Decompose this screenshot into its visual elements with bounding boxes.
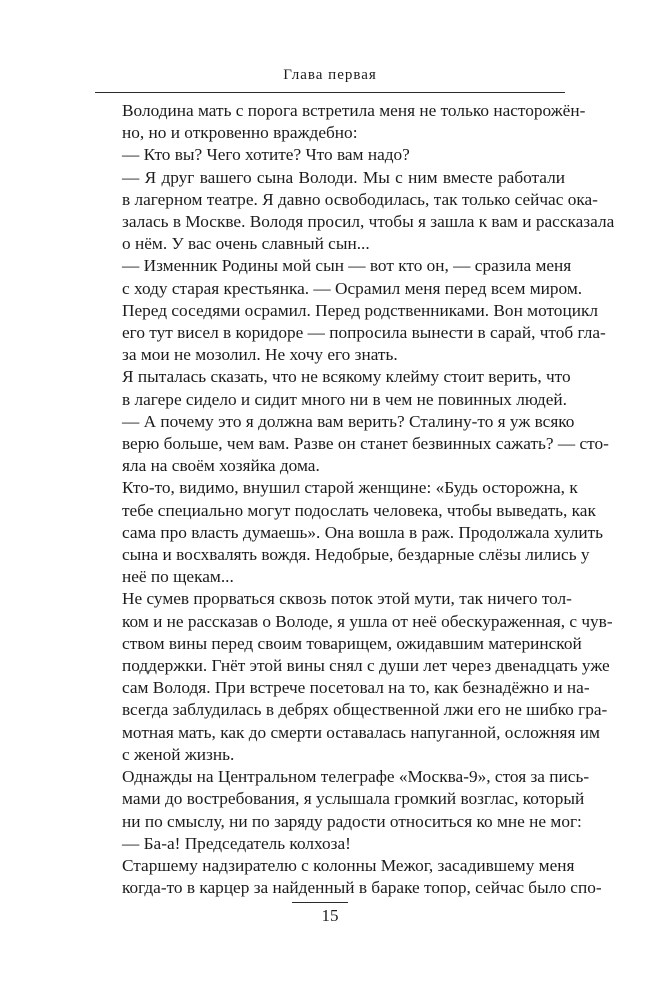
text-line: Старшему надзирателю с колонны Межог, засадившему меня: [122, 855, 575, 875]
text-line: — А почему это я должна вам верить? Сталину-то я уж всяко: [122, 411, 575, 431]
text-line: — Изменник Родины мой сын — вот кто он, — сразила меня: [122, 256, 572, 276]
text-line: неё по щекам...: [122, 567, 234, 587]
text-line: — Ба-а! Председатель колхоза!: [122, 833, 351, 853]
text-line: верю больше, чем вам. Разве он станет безвинных сажать? — сто-: [122, 434, 609, 454]
text-line: Кто-то, видимо, внушил старой женщине: «Будь осторожна, к: [122, 478, 578, 498]
paragraph: [95, 144, 565, 166]
paragraph: [95, 477, 604, 588]
text-line: сам Володя. При встрече посетовал на то, как безнадёжно и на-: [122, 678, 590, 698]
text-line: о нём. У вас очень славный сын...: [122, 234, 370, 254]
text-line: яла на своём хозяйка дома.: [122, 456, 320, 476]
footer-divider: [292, 902, 348, 903]
text-line: сына и восхвалять вождя. Недобрые, бездарные слёзы лились у: [122, 545, 590, 565]
paragraph: [95, 411, 609, 478]
text-line: в лагерном театре. Я давно освободилась, так только сейчас ока-: [122, 189, 598, 209]
text-line: за мои не мозолил. Не хочу его знать.: [122, 345, 398, 365]
body-text: [95, 100, 615, 899]
text-line: ни по смыслу, ни по заряду радости относиться ко мне не мог:: [122, 811, 582, 831]
paragraph: [95, 855, 602, 899]
text-line: мами до востребования, я услышала громкий возглас, который: [122, 789, 585, 809]
text-line: Я пыталась сказать, что не всякому клейму стоит верить, что: [122, 367, 571, 387]
paragraph: [95, 366, 571, 410]
header-divider: [95, 92, 565, 93]
paragraph: [95, 766, 590, 833]
text-line: его тут висел в коридоре — попросила вынести в сарай, чтоб гла-: [122, 323, 606, 343]
text-line: залась в Москве. Володя просил, чтобы я зашла к вам и рассказала: [122, 212, 615, 232]
text-line: — Кто вы? Чего хотите? Что вам надо?: [122, 145, 410, 165]
text-line: Перед соседями осрамил. Перед родственниками. Вон мотоцикл: [122, 300, 598, 320]
text-line: поддержки. Гнёт этой вины снял с души лет через двенадцать уже: [122, 656, 610, 676]
text-line: Однажды на Центральном телеграфе «Москва-9», стоя за пись-: [122, 767, 590, 787]
paragraph: [95, 255, 606, 366]
paragraph: [95, 167, 615, 256]
text-line: в лагере сидело и сидит много ни в чем не повинных людей.: [122, 389, 567, 409]
text-line: ством вины перед своим товарищем, ожидавшим материнской: [122, 633, 582, 653]
text-line: с ходу старая крестьянка. — Осрамил меня перед всем миром.: [122, 278, 583, 298]
text-line: сама про власть думаешь». Она вошла в раж. Продолжала хулить: [122, 522, 604, 542]
text-line: Не сумев прорваться сквозь поток этой мути, так ничего тол-: [122, 589, 572, 609]
text-line: с женой жизнь.: [122, 744, 235, 764]
text-line: всегда заблудилась в дебрях общественной лжи его не шибко гра-: [122, 700, 608, 720]
text-line: тебе специально могут подослать человека, чтобы выведать, как: [122, 500, 596, 520]
paragraph: [95, 588, 613, 766]
text-line: Володина мать с порога встретила меня не только насторожён-: [122, 101, 586, 120]
page-number: 15: [321, 906, 339, 925]
running-head: Глава первая: [283, 67, 377, 83]
text-line: мотная мать, как до смерти оставалась напуганной, осложняя им: [122, 722, 600, 742]
text-line: ком и не рассказав о Володе, я ушла от неё обескураженная, с чув-: [122, 611, 613, 631]
text-line: но, но и откровенно враждебно:: [122, 123, 358, 143]
paragraph: [95, 833, 565, 855]
text-line: — Я друг вашего сына Володи. Мы с ним вместе работали: [122, 167, 565, 187]
paragraph: [95, 100, 586, 144]
text-line: когда-то в карцер за найденный в бараке топор, сейчас было спо-: [122, 878, 602, 898]
